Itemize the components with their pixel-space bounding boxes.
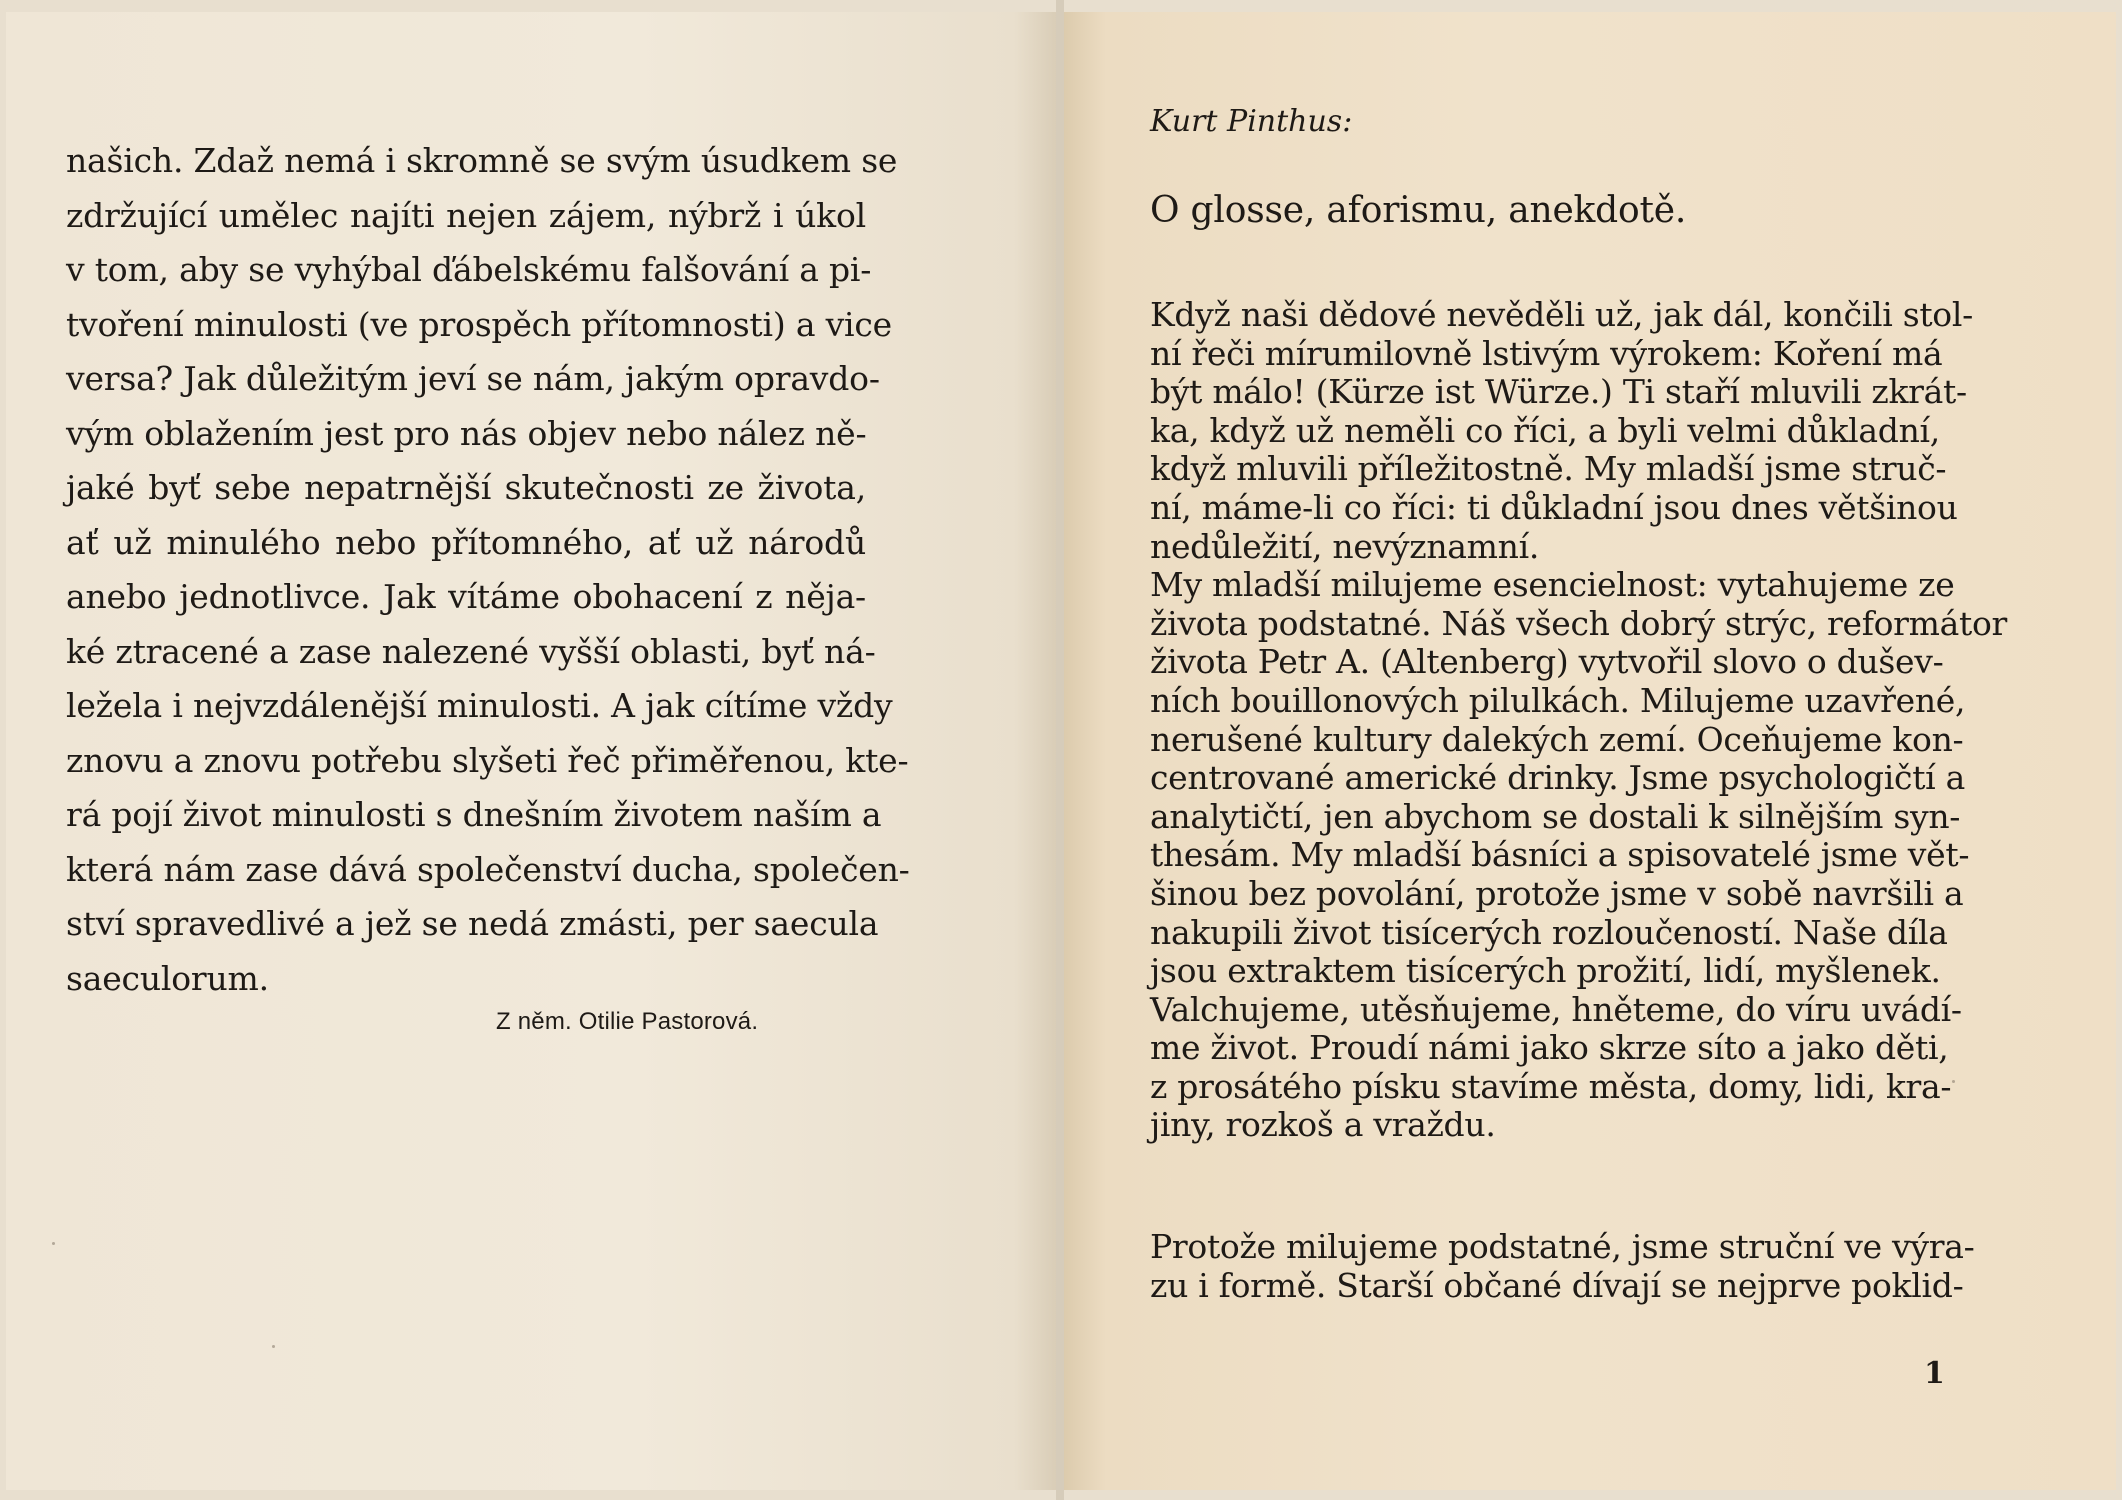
right-page bbox=[1064, 12, 2116, 1490]
text-line: thesám. My mladší básníci a spisovatelé jsme vět- bbox=[1150, 835, 1970, 875]
text-line: analytičtí, jen abychom se dostali k silnějším syn- bbox=[1150, 796, 1961, 836]
article-paragraph-1 bbox=[1150, 295, 2008, 1145]
article-title: O glosse, aforismu, anekdotě. bbox=[1150, 190, 1687, 231]
text-line: která nám zase dává společenství ducha, společen- bbox=[66, 849, 910, 889]
text-line: být málo! (Kürze ist Würze.) Ti staří mluvili zkrát- bbox=[1150, 372, 1967, 412]
book-gutter bbox=[1056, 0, 1064, 1500]
text-line: když mluvili příležitostně. My mladší jsme struč- bbox=[1150, 449, 1947, 489]
text-line: znovu a znovu potřebu slyšeti řeč přiměřenou, kte- bbox=[66, 740, 909, 780]
text-line: nerušené kultury dalekých zemí. Oceňujeme kon- bbox=[1150, 719, 1964, 759]
text-line: jsou extraktem tisícerých prožití, lidí, myšlenek. bbox=[1150, 951, 1941, 991]
text-line: ké ztracené a zase nalezené vyšší oblasti, byť ná- bbox=[66, 631, 876, 671]
text-line: Když naši dědové nevěděli už, jak dál, končili stol- bbox=[1150, 295, 1973, 334]
text-line: zu i formě. Starší občané dívají se nejprve poklid- bbox=[1150, 1265, 1964, 1305]
text-line: Valchujeme, utěsňujeme, hněteme, do víru uvádí- bbox=[1150, 989, 1962, 1029]
paper-speck bbox=[52, 1242, 55, 1245]
text-line: nakupili život tisícerých rozloučeností. Naše díla bbox=[1150, 912, 1948, 952]
text-line: versa? Jak důležitým jeví se nám, jakým opravdo- bbox=[66, 359, 880, 398]
text-line: saeculorum. bbox=[66, 958, 269, 998]
text-line: Protože milujeme podstatné, jsme struční ve výra- bbox=[1150, 1227, 1975, 1266]
text-line: anebo jednotlivce. Jak vítáme obohacení z něja- bbox=[66, 577, 866, 616]
text-line: rá pojí život minulosti s dnešním životem naším a bbox=[66, 795, 882, 834]
text-line: vým oblažením jest pro nás objev nebo nález ně- bbox=[66, 413, 867, 453]
text-line: života Petr A. (Altenberg) vytvořil slovo o dušev- bbox=[1150, 642, 1944, 682]
text-line: ství spravedlivé a jež se nedá zmásti, per saecula bbox=[66, 904, 879, 943]
text-line: ka, když už neměli co říci, a byli velmi důkladní, bbox=[1150, 410, 1940, 450]
left-page bbox=[6, 12, 1056, 1490]
text-line: me život. Proudí námi jako skrze síto a jako děti, bbox=[1150, 1028, 1949, 1068]
translator-signature: Z něm. Otilie Pastorová. bbox=[496, 1008, 759, 1035]
text-line: našich. Zdaž nemá i skromně se svým úsudkem se bbox=[66, 141, 898, 180]
article-paragraph-2 bbox=[1150, 1227, 1975, 1305]
text-line: ní řeči mírumilovně lstivým výrokem: Koření má bbox=[1150, 333, 1943, 373]
text-line: jiny, rozkoš a vraždu. bbox=[1150, 1105, 1496, 1145]
text-line: nedůležití, nevýznamní. bbox=[1150, 526, 1540, 566]
paper-speck bbox=[1952, 1080, 1955, 1083]
text-line: života podstatné. Náš všech dobrý strýc, reformátor bbox=[1150, 603, 2008, 643]
text-line: ležela i nejvzdálenější minulosti. A jak cítíme vždy bbox=[66, 686, 893, 725]
text-line: tvoření minulosti (ve prospěch přítomnosti) a vice bbox=[66, 304, 892, 344]
paper-speck bbox=[272, 1345, 275, 1348]
text-line: My mladší milujeme esencielnost: vytahujeme ze bbox=[1150, 565, 1955, 605]
text-line: ať už minulého nebo přítomného, ať už národů bbox=[66, 522, 866, 562]
text-line: jaké byť sebe nepatrnější skutečnosti ze života, bbox=[66, 468, 866, 507]
text-line: ní, máme-li co říci: ti důkladní jsou dnes většinou bbox=[1150, 487, 1958, 527]
article-author: Kurt Pinthus: bbox=[1150, 104, 1353, 139]
text-line: šinou bez povolání, protože jsme v sobě navršili a bbox=[1150, 873, 1964, 913]
text-line: z prosátého písku stavíme města, domy, lidi, kra- bbox=[1150, 1066, 1952, 1106]
text-line: centrované americké drinky. Jsme psychologičtí a bbox=[1150, 758, 1965, 798]
text-line: zdržující umělec najíti nejen zájem, nýbrž i úkol bbox=[66, 195, 866, 235]
text-line: ních bouillonových pilulkách. Milujeme uzavřené, bbox=[1150, 680, 1966, 720]
text-line: v tom, aby se vyhýbal ďábelskému falšování a pi- bbox=[66, 250, 872, 289]
left-page-text bbox=[66, 134, 910, 1006]
page-number: 1 bbox=[1924, 1356, 1945, 1391]
